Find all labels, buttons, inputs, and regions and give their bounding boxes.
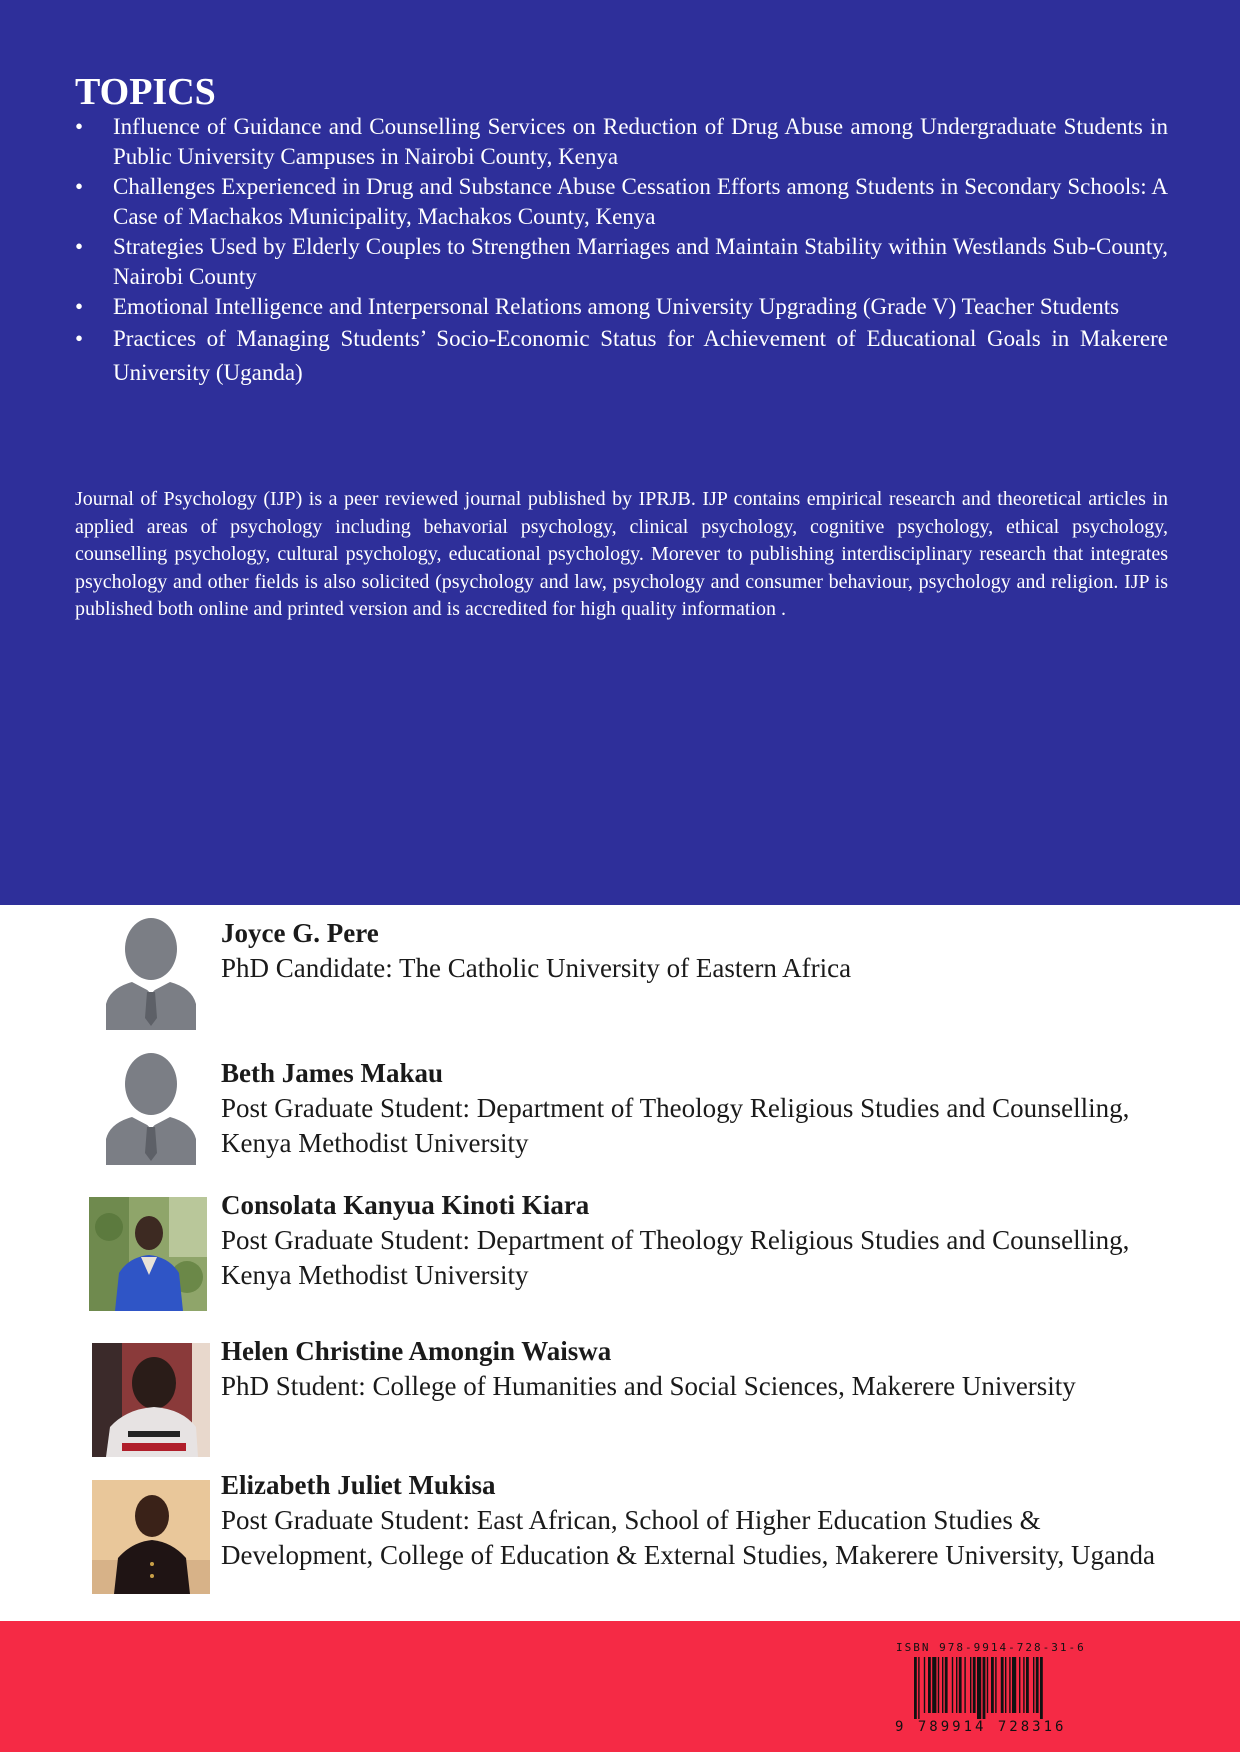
author-name: Consolata Kanyua Kinoti Kiara	[221, 1190, 590, 1220]
topic-item: • Challenges Experienced in Drug and Substance Abuse Cessation Efforts among Students in Secondary Schools: A Case of Machakos Municipality, Machakos County, Kenya	[75, 174, 1168, 229]
barcode-bar	[1026, 1657, 1029, 1713]
author-affiliation: Post Graduate Student: Department of Theology Religious Studies and Counselling, Kenya Methodist University	[221, 1093, 1130, 1158]
barcode-bar	[1009, 1657, 1010, 1713]
silhouette-icon	[92, 916, 210, 1030]
barcode-bar	[932, 1657, 936, 1713]
topics-list	[75, 112, 1168, 390]
barcode-bar	[1005, 1657, 1006, 1713]
author-name: Joyce G. Pere	[221, 918, 379, 948]
barcode-bar	[918, 1657, 919, 1719]
barcode-icon	[912, 1657, 1092, 1719]
portrait-photo	[92, 1343, 210, 1457]
barcode-bar	[1040, 1657, 1043, 1719]
barcode-bar	[942, 1657, 943, 1713]
author-name: Beth James Makau	[221, 1058, 443, 1088]
barcode-bar	[914, 1657, 917, 1719]
barcode-bar	[964, 1657, 965, 1713]
barcode-bar	[1001, 1657, 1004, 1713]
barcode-bar	[1012, 1657, 1016, 1713]
author-name: Elizabeth Juliet Mukisa	[221, 1470, 496, 1500]
silhouette-icon	[92, 1051, 210, 1165]
author-affiliation: PhD Candidate: The Catholic University of Eastern Africa	[221, 953, 852, 983]
barcode-bar	[928, 1657, 931, 1713]
bullet-icon: •	[75, 234, 84, 259]
barcode-bar	[945, 1657, 948, 1713]
topic-item: • Practices of Managing Students’ Socio-Economic Status for Achievement of Educational Goals in Makerere University (Uganda)	[75, 322, 1168, 390]
author-affiliation: Post Graduate Student: Department of Theology Religious Studies and Counselling, Kenya Methodist University	[221, 1225, 1130, 1290]
bullet-icon: •	[75, 326, 84, 351]
barcode-bar	[973, 1657, 976, 1713]
topic-item: • Emotional Intelligence and Interpersonal Relations among University Upgrading (Grade V) Teacher Students	[75, 292, 1168, 322]
barcode-bar	[956, 1657, 957, 1713]
bullet-icon: •	[75, 114, 84, 139]
barcode-bar	[995, 1657, 996, 1713]
journal-description: Journal of Psychology (IJP) is a peer reviewed journal published by IPRJB. IJP contains empirical research and theoretical articles in applied areas of psychology including behavorial psychology, clinical psychology, cognitive psychology, ethical psychology, counselling psychology, cultural psychology, educational psychology. Morever to publishing interdisciplinary research that integrates psychology and other fields is also solicited (psychology and law, psychology and consumer behaviour, psychology and religion. IJP is published both online and printed version and is accredited for high quality information .	[75, 488, 1168, 620]
isbn-number: 9 789914 728316	[895, 1719, 1067, 1735]
barcode-bar	[1033, 1657, 1034, 1713]
topic-item: • Influence of Guidance and Counselling Services on Reduction of Drug Abuse among Undergraduate Students in Public University Campuses in Nairobi County, Kenya	[75, 114, 1168, 169]
bullet-icon: •	[75, 174, 84, 199]
barcode-bar	[977, 1657, 981, 1719]
bullet-icon: •	[75, 294, 84, 319]
barcode-bar	[991, 1657, 994, 1713]
topics-heading: TOPICS	[75, 71, 216, 113]
barcode-bar	[938, 1657, 939, 1713]
barcode-bar	[959, 1657, 962, 1713]
author-affiliation: PhD Student: College of Humanities and Social Sciences, Makerere University	[221, 1371, 1076, 1401]
barcode-bar	[1019, 1657, 1020, 1713]
portrait-photo	[89, 1197, 207, 1311]
author-affiliation: Post Graduate Student: East African, School of Higher Education Studies & Development, College of Education & External Studies, Makerere University, Uganda	[221, 1505, 1155, 1570]
barcode-bar	[983, 1657, 986, 1719]
barcode-bar	[987, 1657, 988, 1713]
barcode-bar	[1036, 1657, 1039, 1713]
barcode-bar	[924, 1657, 925, 1713]
isbn-label: ISBN 978-9914-728-31-6	[896, 1641, 1086, 1654]
topic-item: • Strategies Used by Elderly Couples to Strengthen Marriages and Maintain Stability within Westlands Sub-County, Nairobi County	[75, 234, 1168, 289]
barcode-bar	[970, 1657, 971, 1713]
barcode-bar	[952, 1657, 953, 1713]
author-name: Helen Christine Amongin Waiswa	[221, 1336, 612, 1366]
barcode-bar	[1023, 1657, 1024, 1713]
portrait-photo	[92, 1480, 210, 1594]
authors-section	[0, 905, 1240, 1621]
